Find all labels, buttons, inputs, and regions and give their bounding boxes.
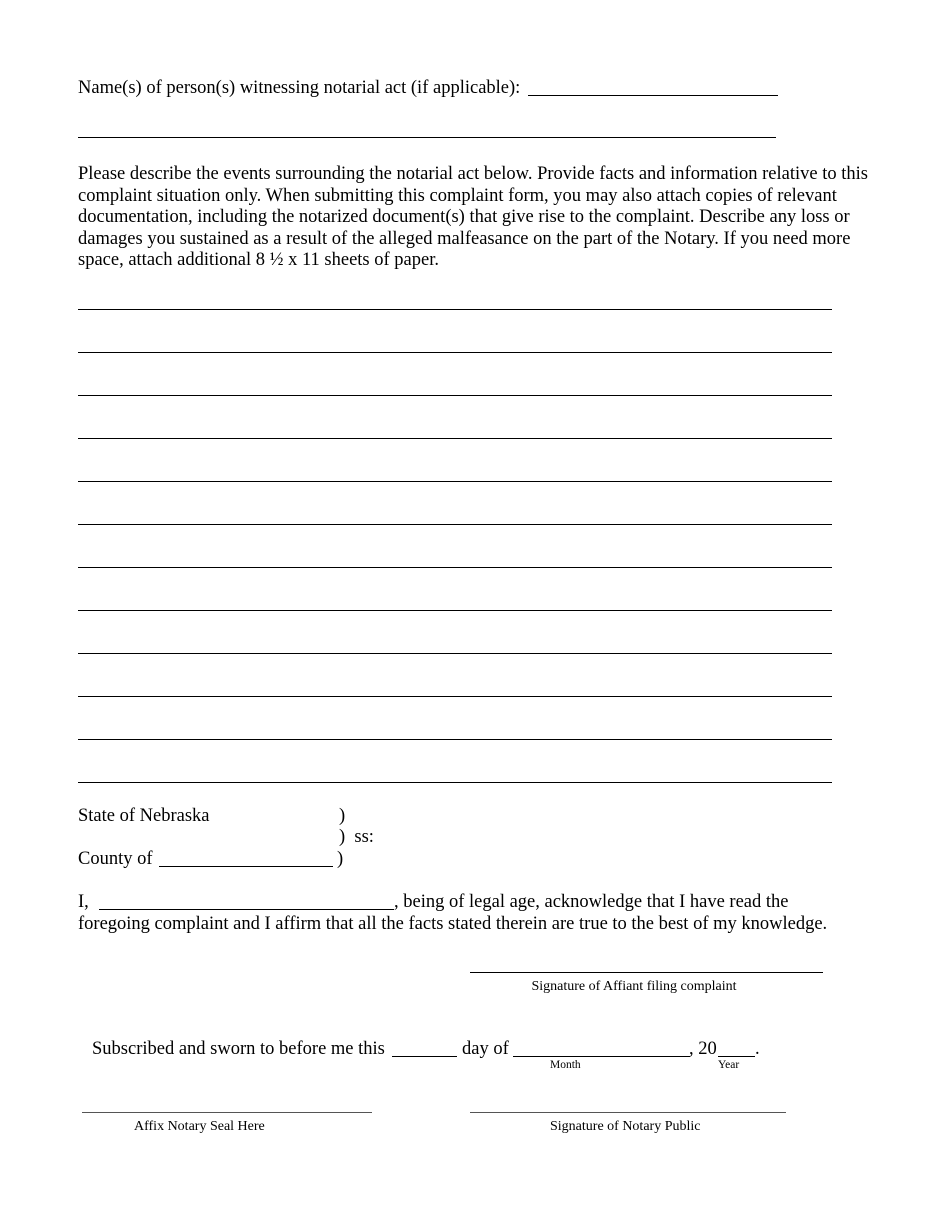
venue-county-label: County of bbox=[78, 849, 153, 869]
instructions-paragraph: Please describe the events surrounding the notarial act below. Provide facts and information relative to this complaint situation only. When submitting this complaint form, you may also attach copies of relevant documentation, including the notarized document(s) that give rise to the complaint. Describe any loss or damages you sustained as a result of the alleged malfeasance on the part of the Notary. If you need more space, attach additional 8 ½ x 11 sheets of paper. bbox=[78, 164, 868, 270]
jurat-year-line[interactable] bbox=[718, 1056, 755, 1057]
jurat-year-prefix: , 20 bbox=[689, 1039, 717, 1059]
jurat-month-line[interactable] bbox=[513, 1056, 690, 1057]
jurat-period: . bbox=[755, 1039, 760, 1059]
description-line[interactable] bbox=[78, 610, 832, 611]
affiant-signature-line[interactable] bbox=[470, 972, 823, 973]
notary-signature-caption: Signature of Notary Public bbox=[550, 1119, 701, 1134]
venue-paren-top: ) bbox=[339, 806, 346, 826]
jurat-day-of: day of bbox=[462, 1039, 509, 1059]
affiant-name-line[interactable] bbox=[99, 909, 394, 910]
description-line[interactable] bbox=[78, 696, 832, 697]
venue-ss: ) ss: bbox=[339, 827, 374, 847]
witness-label: Name(s) of person(s) witnessing notarial act (if applicable): bbox=[78, 78, 521, 98]
description-line[interactable] bbox=[78, 395, 832, 396]
description-line[interactable] bbox=[78, 309, 832, 310]
affirmation-line1-suffix: , being of legal age, acknowledge that I have read the bbox=[394, 892, 789, 912]
county-name-line[interactable] bbox=[159, 866, 333, 867]
notary-seal-caption: Affix Notary Seal Here bbox=[134, 1119, 265, 1134]
witness-name-line-1[interactable] bbox=[528, 95, 778, 96]
description-line[interactable] bbox=[78, 567, 832, 568]
affirmation-prefix: I, bbox=[78, 892, 89, 912]
description-line[interactable] bbox=[78, 524, 832, 525]
jurat-day-line[interactable] bbox=[392, 1056, 457, 1057]
description-line[interactable] bbox=[78, 438, 832, 439]
witness-name-line-2[interactable] bbox=[78, 137, 776, 138]
description-line[interactable] bbox=[78, 352, 832, 353]
notary-signature-line[interactable] bbox=[470, 1112, 786, 1113]
venue-paren-bottom: ) bbox=[337, 849, 344, 869]
venue-state: State of Nebraska bbox=[78, 806, 210, 826]
year-caption: Year bbox=[718, 1059, 740, 1071]
jurat-prefix: Subscribed and sworn to before me this bbox=[92, 1039, 385, 1059]
affiant-signature-caption: Signature of Affiant filing complaint bbox=[531, 979, 737, 994]
description-line[interactable] bbox=[78, 481, 832, 482]
description-line[interactable] bbox=[78, 782, 832, 783]
notary-seal-line bbox=[82, 1112, 372, 1113]
description-line[interactable] bbox=[78, 653, 832, 654]
description-line[interactable] bbox=[78, 739, 832, 740]
affirmation-line2: foregoing complaint and I affirm that all the facts stated therein are true to the best of my knowledge. bbox=[78, 914, 828, 934]
month-caption: Month bbox=[550, 1059, 581, 1071]
